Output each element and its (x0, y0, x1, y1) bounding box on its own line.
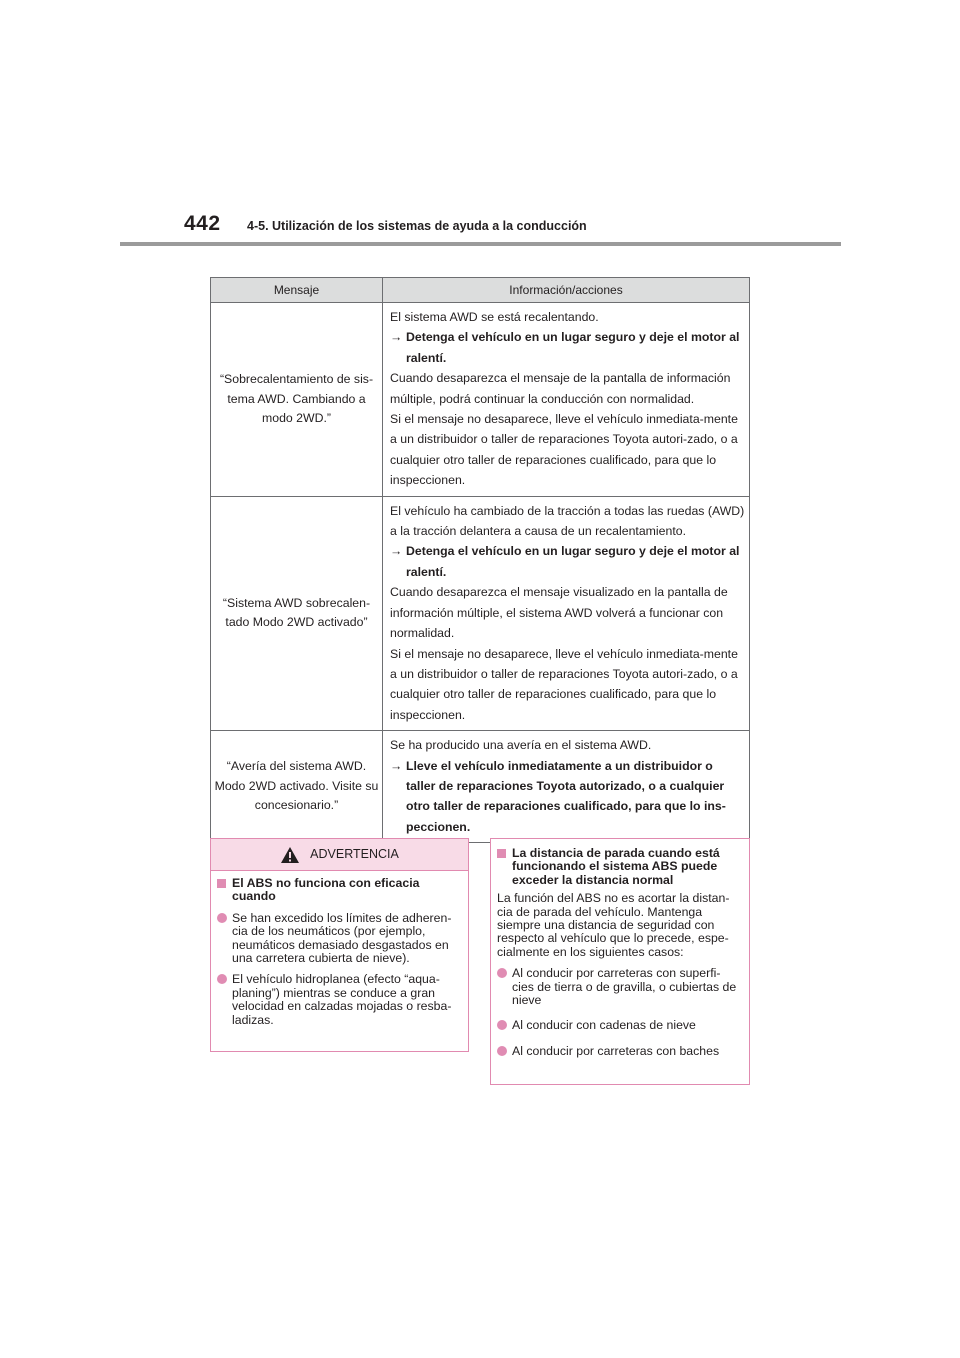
abs-distance-body (491, 839, 749, 1058)
table-header-row (211, 278, 750, 303)
info-text: El vehículo ha cambiado de la tracción a todas las ruedas (AWD) a la tracción delantera a causa de un recalentamiento. (390, 503, 745, 539)
info-text: Si el mensaje no desaparece, lleve el vehículo inmediata-mente a un distribuidor o taller de reparaciones Toyota autori-zado, o a cualquier otro taller de reparaciones cualificado, para que lo inspeccionen. (390, 646, 738, 722)
message-table (210, 277, 750, 843)
info-text: Cuando desaparezca el mensaje de la pantalla de información múltiple, podrá continuar la conducción con normalidad. (390, 371, 731, 406)
list-item (217, 973, 458, 1027)
list-item (497, 1045, 739, 1058)
arrow-icon: → (390, 330, 403, 345)
table-row (211, 303, 750, 497)
warning-header (211, 839, 468, 871)
warning-heading (217, 877, 458, 904)
abs-distance-heading-text: La distancia de parada cuando está funcionando el sistema ABS puede exceder la distancia normal (512, 846, 720, 887)
action-text: Detenga el vehículo en un lugar seguro y deje el motor al ralentí. (406, 330, 740, 365)
warning-triangle-icon (280, 846, 300, 864)
info-cell (383, 303, 750, 497)
arrow-icon: → (390, 544, 403, 559)
column-header-message: Mensaje (211, 278, 383, 303)
info-text: Se ha producido una avería en el sistema AWD. (390, 738, 652, 753)
action-item (390, 541, 745, 582)
list-item-text: Al conducir con cadenas de nieve (512, 1018, 696, 1033)
warning-box (210, 838, 469, 1052)
action-text: Detenga el vehículo en un lugar seguro y deje el motor al ralentí. (406, 544, 740, 579)
abs-distance-box (490, 838, 750, 1085)
action-text: Lleve el vehículo inmediatamente a un distribuidor o taller de reparaciones Toyota autorizado, o a cualquier otro taller de reparaciones cualificado, para que lo ins-peccionen. (406, 758, 726, 834)
message-cell: “Sobrecalentamiento de sis-tema AWD. Cambiando a modo 2WD.” (211, 303, 383, 497)
message-cell: “Sistema AWD sobrecalen-tado Modo 2WD activado” (211, 496, 383, 730)
table-row (211, 496, 750, 730)
square-bullet-icon (497, 849, 506, 858)
warning-body (211, 871, 468, 1027)
list-item-text: El vehículo hidroplanea (efecto “aqua-planing”) mientras se conduce a gran velocidad en calzadas mojadas o resba-ladizas. (232, 972, 452, 1027)
abs-distance-heading (497, 847, 739, 887)
column-header-info: Información/acciones (383, 278, 750, 303)
table-row (211, 731, 750, 843)
header-rule (120, 242, 841, 246)
bullet-dot-icon (497, 1046, 507, 1056)
info-text: Cuando desaparezca el mensaje visualizado en la pantalla de información múltiple, el sistema AWD volverá a funcionar con normalidad. (390, 585, 728, 641)
info-cell (383, 731, 750, 843)
bullet-dot-icon (497, 1020, 507, 1030)
list-item (217, 912, 458, 966)
action-item (390, 756, 745, 838)
action-item (390, 327, 745, 368)
message-cell: “Avería del sistema AWD. Modo 2WD activado. Visite su concesionario.” (211, 731, 383, 843)
bullet-dot-icon (217, 974, 227, 984)
list-item (497, 967, 739, 1007)
bullet-dot-icon (217, 913, 227, 923)
abs-distance-text: La función del ABS no es acortar la distan-cia de parada del vehículo. Mantenga siempre una distancia de seguridad con respecto al vehículo que lo precede, espe-cialmente en los siguientes casos: (497, 891, 730, 959)
bullet-dot-icon (497, 968, 507, 978)
list-item (497, 1019, 739, 1032)
warning-title: ADVERTENCIA (310, 846, 399, 861)
info-text: Si el mensaje no desaparece, lleve el vehículo inmediata-mente a un distribuidor o taller de reparaciones Toyota autori-zado, o a cualquier otro taller de reparaciones cualificado, para que lo inspeccionen. (390, 412, 738, 488)
warning-heading-text: El ABS no funciona con eficacia cuando (232, 876, 420, 904)
list-item-text: Al conducir por carreteras con superfi-cies de tierra o de gravilla, o cubiertas de nieve (512, 966, 737, 1008)
list-item-text: Se han excedido los límites de adheren-cia de los neumáticos (por ejemplo, neumáticos demasiado desgastados en una carretera cubierta de nieve). (232, 910, 452, 966)
section-title: 4-5. Utilización de los sistemas de ayuda a la conducción (247, 219, 587, 233)
square-bullet-icon (217, 879, 226, 888)
info-text: El sistema AWD se está recalentando. (390, 310, 599, 324)
info-cell (383, 496, 750, 730)
arrow-icon: → (390, 758, 403, 773)
page-number: 442 (184, 212, 221, 235)
list-item-text: Al conducir por carreteras con baches (512, 1043, 720, 1058)
